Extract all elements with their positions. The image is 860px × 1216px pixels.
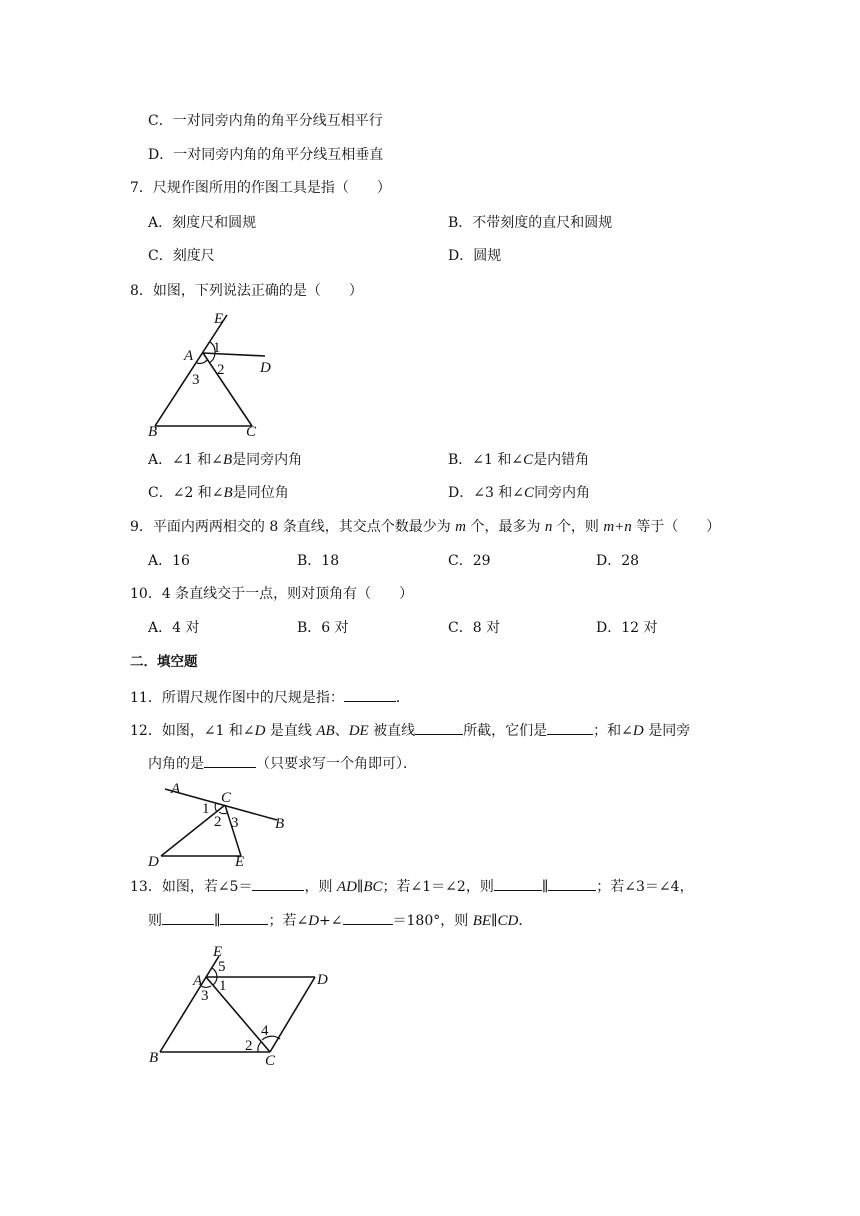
q8-angle-3: 3 [192,372,200,388]
q10-option-a: A．4 对 [148,620,200,636]
q8-label-d: D [260,360,271,376]
q13-blank-3[interactable] [548,876,596,891]
q13-stem-line1: 13．如图，若∠5＝ ，则 AD∥BC；若∠1＝∠2，则 ∥ ；若∠3＝∠4， [130,876,694,897]
q12-label-e: E [235,854,245,870]
q8-option-d: D．∠3 和∠C同旁内角 [448,485,591,501]
q9-option-a: A．16 [148,553,190,569]
q8-angle-1: 1 [213,340,221,356]
q8-label-a: A [184,348,194,364]
q13-label-d: D [317,972,328,988]
q13-blank-6[interactable] [343,910,393,925]
q12-stem-line2: 内角的是 （只要求写一个角即可）． [148,753,417,774]
q12-blank-1[interactable] [415,720,463,735]
q13-blank-2[interactable] [494,876,542,891]
q8-option-a: A．∠1 和∠B是同旁内角 [148,452,303,468]
q12-angle-1: 1 [202,801,210,817]
q12-stem-line1: 12．如图，∠1 和∠D 是直线 AB、DE 被直线 所截，它们是 ；和∠D 是同旁 [130,720,690,741]
q10-option-c: C．8 对 [448,620,501,636]
q8-label-c: C [246,424,257,440]
q13-label-a: A [193,973,203,989]
q13-angle-1: 1 [219,978,227,994]
q8-option-c: C．∠2 和∠B是同位角 [148,485,289,501]
q13-label-e: E [213,944,223,960]
q13-blank-1[interactable] [252,876,304,891]
q8-figure [140,308,280,440]
q10-option-b: B．6 对 [297,620,349,636]
q9-option-b: B．18 [297,553,340,569]
q8-label-e: E [214,311,224,327]
q12-label-c: C [221,790,232,806]
q12-label-b: B [275,816,285,832]
q11-stem: 11．所谓尺规作图中的尺规是指： ． [130,687,410,708]
q7-option-b: B．不带刻度的直尺和圆规 [448,215,613,231]
q13-stem-line2: 则 ∥ ；若∠D+∠ ＝180°，则 BE∥CD． [148,910,532,931]
q7-option-d: D．圆规 [448,248,502,264]
q12-angle-2: 2 [214,814,222,830]
q12-label-d: D [148,854,159,870]
q11-blank[interactable] [344,687,396,702]
q12-blank-2[interactable] [547,720,593,735]
q9-stem: 9．平面内两两相交的 8 条直线，其交点个数最少为 m 个，最多为 n 个，则 m+n 等于（ ） [130,519,721,535]
q13-blank-4[interactable] [162,910,214,925]
q13-figure [140,940,340,1070]
q12-angle-3: 3 [231,815,239,831]
q13-label-c: C [265,1053,276,1069]
q13-angle-4: 4 [261,1023,269,1039]
q13-angle-5: 5 [218,959,226,975]
q8-option-b: B．∠1 和∠C是内错角 [448,452,590,468]
q8-label-b: B [148,424,158,440]
q13-angle-2: 2 [245,1038,253,1054]
q13-label-b: B [149,1050,159,1066]
q10-stem: 10．4 条直线交于一点，则对顶角有（ ） [130,586,414,602]
q7-option-a: A．刻度尺和圆规 [148,215,257,231]
q8-stem: 8．如图，下列说法正确的是（ ） [130,283,363,299]
q12-label-a: A [171,781,181,797]
q7-option-c: C．刻度尺 [148,248,215,264]
q12-figure [145,780,295,870]
q6-option-c: C．一对同旁内角的角平分线互相平行 [148,113,383,129]
section-heading-fill-in: 二．填空题 [130,654,198,670]
q13-blank-5[interactable] [220,910,268,925]
q8-angle-2: 2 [217,362,225,378]
q9-option-d: D．28 [596,553,640,569]
q6-option-d: D．一对同旁内角的角平分线互相垂直 [148,147,384,163]
q10-option-d: D．12 对 [596,620,658,636]
q9-option-c: C．29 [448,553,491,569]
q12-blank-3[interactable] [204,753,256,768]
q13-angle-3: 3 [201,988,209,1004]
q7-stem: 7．尺规作图所用的作图工具是指（ ） [130,180,391,196]
